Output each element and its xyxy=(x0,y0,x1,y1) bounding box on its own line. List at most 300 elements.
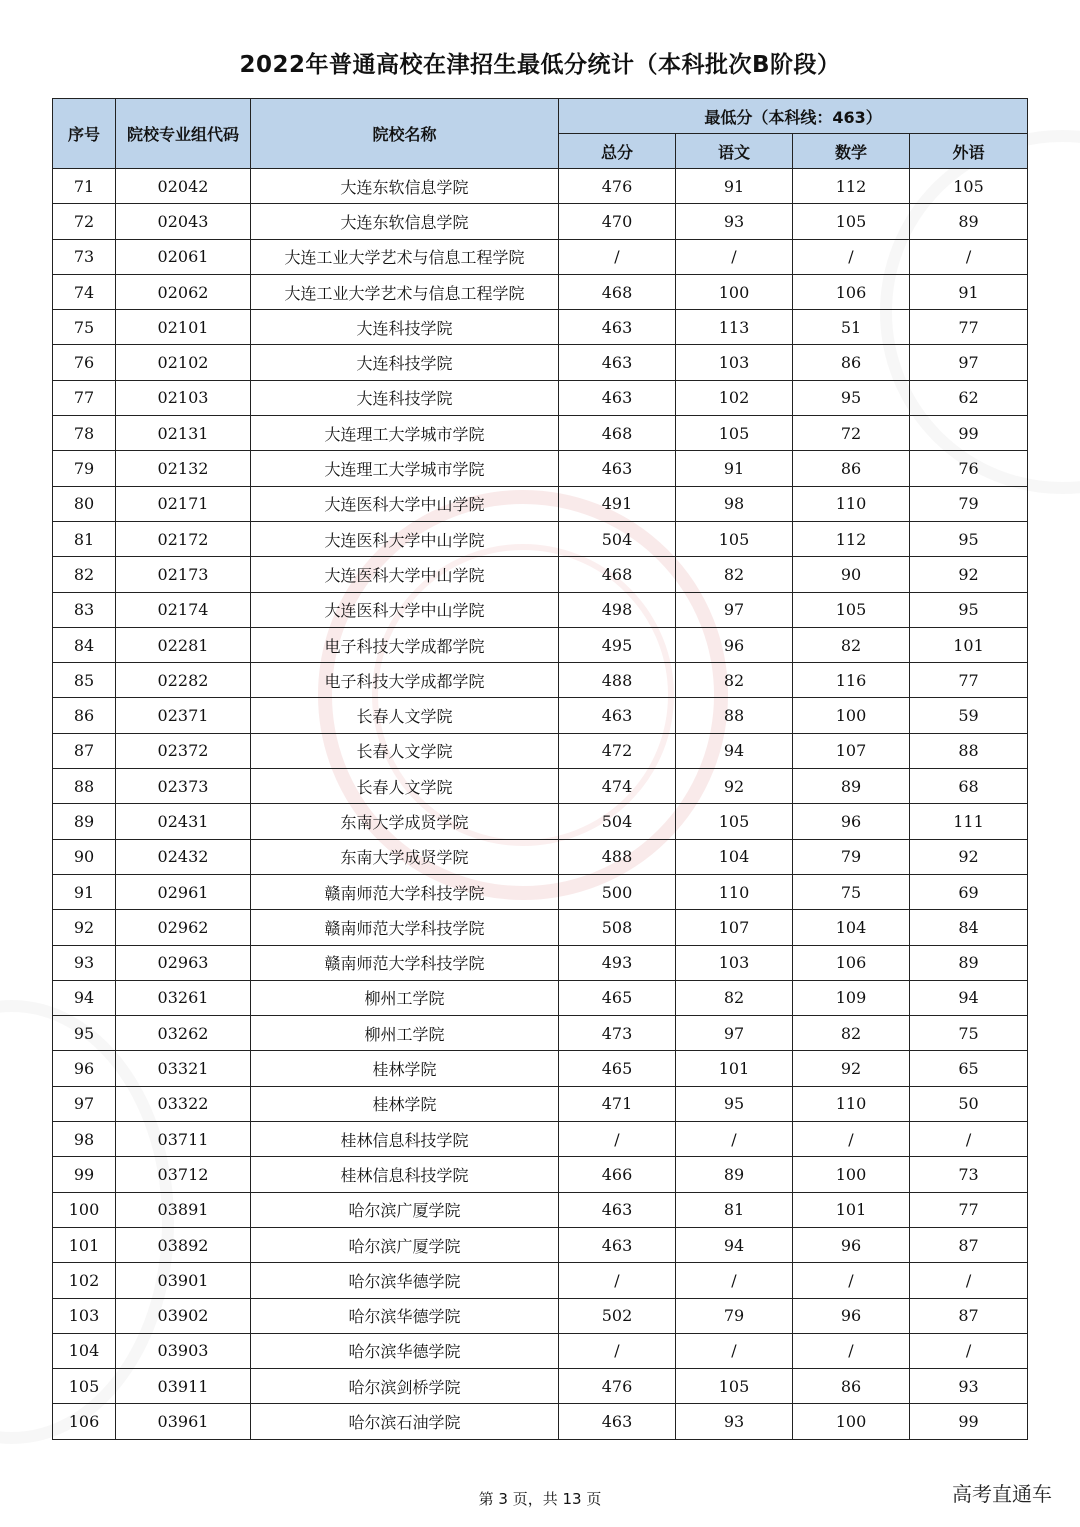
cell-name: 电子科技大学成都学院 xyxy=(251,663,559,698)
cell-code: 03911 xyxy=(116,1369,251,1404)
cell-foreign: 50 xyxy=(910,1086,1028,1121)
cell-foreign: 111 xyxy=(910,804,1028,839)
cell-name: 桂林学院 xyxy=(251,1051,559,1086)
cell-seq: 79 xyxy=(53,451,116,486)
cell-seq: 104 xyxy=(53,1333,116,1368)
cell-total: / xyxy=(559,239,676,274)
cell-foreign: 101 xyxy=(910,627,1028,662)
cell-chinese: 98 xyxy=(676,486,793,521)
cell-total: 463 xyxy=(559,1192,676,1227)
cell-seq: 102 xyxy=(53,1263,116,1298)
cell-name: 哈尔滨华德学院 xyxy=(251,1263,559,1298)
cell-total: 476 xyxy=(559,1369,676,1404)
header-code: 院校专业组代码 xyxy=(116,99,251,169)
table-row xyxy=(53,1369,1028,1404)
cell-chinese: 88 xyxy=(676,698,793,733)
cell-seq: 92 xyxy=(53,910,116,945)
cell-seq: 99 xyxy=(53,1157,116,1192)
table-row xyxy=(53,592,1028,627)
cell-seq: 87 xyxy=(53,733,116,768)
cell-math: 96 xyxy=(793,1227,910,1262)
cell-chinese: 105 xyxy=(676,804,793,839)
cell-foreign: 77 xyxy=(910,1192,1028,1227)
cell-name: 哈尔滨广厦学院 xyxy=(251,1192,559,1227)
table-row xyxy=(53,345,1028,380)
cell-code: 03261 xyxy=(116,980,251,1015)
cell-foreign: / xyxy=(910,1263,1028,1298)
cell-chinese: 89 xyxy=(676,1157,793,1192)
cell-seq: 81 xyxy=(53,521,116,556)
page-title: 2022年普通高校在津招生最低分统计（本科批次B阶段） xyxy=(239,52,841,78)
table-row xyxy=(53,521,1028,556)
cell-chinese: 100 xyxy=(676,274,793,309)
cell-chinese: 103 xyxy=(676,345,793,380)
table-row xyxy=(53,627,1028,662)
cell-math: / xyxy=(793,1333,910,1368)
cell-chinese: 96 xyxy=(676,627,793,662)
cell-code: 03262 xyxy=(116,1016,251,1051)
cell-code: 02132 xyxy=(116,451,251,486)
cell-foreign: 87 xyxy=(910,1227,1028,1262)
cell-name: 长春人文学院 xyxy=(251,733,559,768)
cell-code: 03901 xyxy=(116,1263,251,1298)
header-chinese: 语文 xyxy=(676,134,793,169)
cell-code: 03711 xyxy=(116,1122,251,1157)
cell-total: 471 xyxy=(559,1086,676,1121)
cell-name: 东南大学成贤学院 xyxy=(251,804,559,839)
cell-name: 东南大学成贤学院 xyxy=(251,839,559,874)
cell-total: / xyxy=(559,1333,676,1368)
table-row xyxy=(53,416,1028,451)
cell-seq: 76 xyxy=(53,345,116,380)
cell-chinese: 103 xyxy=(676,945,793,980)
cell-chinese: 110 xyxy=(676,874,793,909)
cell-chinese: 97 xyxy=(676,1016,793,1051)
cell-chinese: 113 xyxy=(676,310,793,345)
cell-name: 桂林信息科技学院 xyxy=(251,1122,559,1157)
cell-math: 106 xyxy=(793,945,910,980)
cell-code: 02373 xyxy=(116,769,251,804)
cell-seq: 80 xyxy=(53,486,116,521)
cell-total: 493 xyxy=(559,945,676,980)
cell-foreign: 94 xyxy=(910,980,1028,1015)
table-row xyxy=(53,380,1028,415)
table-row xyxy=(53,663,1028,698)
cell-seq: 84 xyxy=(53,627,116,662)
cell-foreign: 59 xyxy=(910,698,1028,733)
cell-math: 112 xyxy=(793,521,910,556)
cell-seq: 91 xyxy=(53,874,116,909)
table-row xyxy=(53,486,1028,521)
cell-seq: 82 xyxy=(53,557,116,592)
cell-total: 468 xyxy=(559,416,676,451)
cell-seq: 93 xyxy=(53,945,116,980)
cell-total: 463 xyxy=(559,1404,676,1439)
cell-chinese: / xyxy=(676,1263,793,1298)
cell-total: 474 xyxy=(559,769,676,804)
cell-foreign: 87 xyxy=(910,1298,1028,1333)
cell-seq: 96 xyxy=(53,1051,116,1086)
cell-seq: 73 xyxy=(53,239,116,274)
table-row xyxy=(53,1227,1028,1262)
cell-foreign: 95 xyxy=(910,592,1028,627)
cell-math: 105 xyxy=(793,592,910,627)
cell-code: 02281 xyxy=(116,627,251,662)
cell-chinese: 82 xyxy=(676,980,793,1015)
cell-total: 473 xyxy=(559,1016,676,1051)
cell-math: / xyxy=(793,1122,910,1157)
cell-foreign: / xyxy=(910,239,1028,274)
header-min-score: 最低分（本科线：463） xyxy=(559,99,1028,134)
table-row xyxy=(53,1263,1028,1298)
cell-seq: 106 xyxy=(53,1404,116,1439)
cell-foreign: 92 xyxy=(910,839,1028,874)
cell-foreign: 97 xyxy=(910,345,1028,380)
cell-name: 赣南师范大学科技学院 xyxy=(251,945,559,980)
cell-math: 79 xyxy=(793,839,910,874)
cell-name: 赣南师范大学科技学院 xyxy=(251,874,559,909)
cell-total: 470 xyxy=(559,204,676,239)
cell-name: 哈尔滨华德学院 xyxy=(251,1298,559,1333)
cell-code: 03322 xyxy=(116,1086,251,1121)
table-row xyxy=(53,980,1028,1015)
cell-foreign: 76 xyxy=(910,451,1028,486)
cell-chinese: 92 xyxy=(676,769,793,804)
cell-name: 大连东软信息学院 xyxy=(251,169,559,204)
cell-name: 大连科技学院 xyxy=(251,380,559,415)
table-row xyxy=(53,1404,1028,1439)
cell-seq: 72 xyxy=(53,204,116,239)
cell-foreign: 93 xyxy=(910,1369,1028,1404)
cell-foreign: 105 xyxy=(910,169,1028,204)
cell-code: 02042 xyxy=(116,169,251,204)
cell-math: 95 xyxy=(793,380,910,415)
page-footer: 第 3 页，共 13 页 xyxy=(478,1490,602,1508)
cell-total: / xyxy=(559,1263,676,1298)
table-row xyxy=(53,874,1028,909)
cell-code: 03903 xyxy=(116,1333,251,1368)
cell-name: 大连医科大学中山学院 xyxy=(251,521,559,556)
cell-seq: 74 xyxy=(53,274,116,309)
table-row xyxy=(53,910,1028,945)
table-row xyxy=(53,169,1028,204)
cell-code: 02103 xyxy=(116,380,251,415)
cell-name: 大连理工大学城市学院 xyxy=(251,451,559,486)
table-row xyxy=(53,451,1028,486)
cell-code: 02962 xyxy=(116,910,251,945)
cell-name: 哈尔滨华德学院 xyxy=(251,1333,559,1368)
cell-total: 468 xyxy=(559,557,676,592)
cell-chinese: 82 xyxy=(676,557,793,592)
cell-name: 柳州工学院 xyxy=(251,980,559,1015)
cell-chinese: 93 xyxy=(676,204,793,239)
cell-chinese: 101 xyxy=(676,1051,793,1086)
score-table xyxy=(52,98,1028,1440)
cell-total: 463 xyxy=(559,380,676,415)
cell-code: 02431 xyxy=(116,804,251,839)
table-row xyxy=(53,204,1028,239)
cell-chinese: 107 xyxy=(676,910,793,945)
cell-math: 75 xyxy=(793,874,910,909)
table-row xyxy=(53,310,1028,345)
cell-math: 82 xyxy=(793,627,910,662)
cell-name: 大连医科大学中山学院 xyxy=(251,486,559,521)
cell-math: 100 xyxy=(793,1157,910,1192)
cell-total: 508 xyxy=(559,910,676,945)
cell-code: 02171 xyxy=(116,486,251,521)
cell-total: 491 xyxy=(559,486,676,521)
cell-name: 长春人文学院 xyxy=(251,698,559,733)
header-name: 院校名称 xyxy=(251,99,559,169)
cell-seq: 85 xyxy=(53,663,116,698)
table-row xyxy=(53,1157,1028,1192)
cell-code: 02371 xyxy=(116,698,251,733)
cell-seq: 94 xyxy=(53,980,116,1015)
cell-chinese: 91 xyxy=(676,451,793,486)
cell-seq: 75 xyxy=(53,310,116,345)
cell-code: 02961 xyxy=(116,874,251,909)
cell-total: 495 xyxy=(559,627,676,662)
cell-total: 488 xyxy=(559,663,676,698)
cell-code: 03961 xyxy=(116,1404,251,1439)
cell-seq: 71 xyxy=(53,169,116,204)
cell-total: 463 xyxy=(559,451,676,486)
cell-code: 02174 xyxy=(116,592,251,627)
table-row xyxy=(53,1051,1028,1086)
cell-seq: 100 xyxy=(53,1192,116,1227)
table-row xyxy=(53,239,1028,274)
cell-name: 哈尔滨石油学院 xyxy=(251,1404,559,1439)
cell-math: 92 xyxy=(793,1051,910,1086)
cell-math: 100 xyxy=(793,698,910,733)
cell-total: 465 xyxy=(559,980,676,1015)
cell-code: 03712 xyxy=(116,1157,251,1192)
cell-name: 大连科技学院 xyxy=(251,310,559,345)
cell-total: 504 xyxy=(559,521,676,556)
cell-chinese: / xyxy=(676,1333,793,1368)
cell-total: 465 xyxy=(559,1051,676,1086)
cell-seq: 98 xyxy=(53,1122,116,1157)
cell-name: 桂林学院 xyxy=(251,1086,559,1121)
cell-total: 498 xyxy=(559,592,676,627)
cell-math: / xyxy=(793,1263,910,1298)
cell-total: 500 xyxy=(559,874,676,909)
cell-total: 502 xyxy=(559,1298,676,1333)
cell-chinese: 95 xyxy=(676,1086,793,1121)
cell-foreign: 92 xyxy=(910,557,1028,592)
cell-math: 86 xyxy=(793,1369,910,1404)
table-row xyxy=(53,945,1028,980)
cell-math: 82 xyxy=(793,1016,910,1051)
cell-code: 03321 xyxy=(116,1051,251,1086)
table-row xyxy=(53,1192,1028,1227)
cell-chinese: / xyxy=(676,1122,793,1157)
cell-chinese: 79 xyxy=(676,1298,793,1333)
cell-foreign: 91 xyxy=(910,274,1028,309)
cell-seq: 86 xyxy=(53,698,116,733)
cell-foreign: 62 xyxy=(910,380,1028,415)
cell-name: 大连科技学院 xyxy=(251,345,559,380)
cell-foreign: / xyxy=(910,1333,1028,1368)
cell-name: 赣南师范大学科技学院 xyxy=(251,910,559,945)
cell-foreign: 95 xyxy=(910,521,1028,556)
cell-foreign: 99 xyxy=(910,1404,1028,1439)
cell-foreign: 69 xyxy=(910,874,1028,909)
cell-code: 02043 xyxy=(116,204,251,239)
table-row xyxy=(53,804,1028,839)
table-row xyxy=(53,1298,1028,1333)
cell-math: 86 xyxy=(793,451,910,486)
cell-math: 105 xyxy=(793,204,910,239)
cell-chinese: 91 xyxy=(676,169,793,204)
cell-math: 104 xyxy=(793,910,910,945)
cell-seq: 95 xyxy=(53,1016,116,1051)
header-math: 数学 xyxy=(793,134,910,169)
cell-math: 96 xyxy=(793,1298,910,1333)
cell-math: 106 xyxy=(793,274,910,309)
cell-chinese: 94 xyxy=(676,733,793,768)
table-row xyxy=(53,733,1028,768)
cell-math: / xyxy=(793,239,910,274)
cell-seq: 103 xyxy=(53,1298,116,1333)
cell-chinese: 94 xyxy=(676,1227,793,1262)
cell-seq: 89 xyxy=(53,804,116,839)
cell-code: 02173 xyxy=(116,557,251,592)
cell-chinese: 102 xyxy=(676,380,793,415)
cell-math: 86 xyxy=(793,345,910,380)
cell-chinese: 105 xyxy=(676,416,793,451)
table-row xyxy=(53,1122,1028,1157)
cell-name: 哈尔滨剑桥学院 xyxy=(251,1369,559,1404)
cell-foreign: 88 xyxy=(910,733,1028,768)
cell-math: 107 xyxy=(793,733,910,768)
cell-chinese: 105 xyxy=(676,521,793,556)
table-row xyxy=(53,557,1028,592)
cell-code: 02372 xyxy=(116,733,251,768)
cell-total: 488 xyxy=(559,839,676,874)
cell-math: 89 xyxy=(793,769,910,804)
table-row xyxy=(53,274,1028,309)
cell-foreign: 84 xyxy=(910,910,1028,945)
cell-total: 463 xyxy=(559,698,676,733)
cell-total: / xyxy=(559,1122,676,1157)
cell-foreign: 89 xyxy=(910,945,1028,980)
cell-chinese: 104 xyxy=(676,839,793,874)
cell-code: 02172 xyxy=(116,521,251,556)
cell-foreign: 68 xyxy=(910,769,1028,804)
cell-name: 哈尔滨广厦学院 xyxy=(251,1227,559,1262)
cell-foreign: 75 xyxy=(910,1016,1028,1051)
cell-chinese: / xyxy=(676,239,793,274)
table-row xyxy=(53,769,1028,804)
cell-total: 504 xyxy=(559,804,676,839)
table-row xyxy=(53,1016,1028,1051)
cell-chinese: 97 xyxy=(676,592,793,627)
cell-seq: 78 xyxy=(53,416,116,451)
cell-total: 463 xyxy=(559,1227,676,1262)
cell-math: 101 xyxy=(793,1192,910,1227)
cell-foreign: 99 xyxy=(910,416,1028,451)
cell-math: 100 xyxy=(793,1404,910,1439)
cell-name: 大连工业大学艺术与信息工程学院 xyxy=(251,274,559,309)
cell-math: 109 xyxy=(793,980,910,1015)
cell-code: 02963 xyxy=(116,945,251,980)
cell-math: 72 xyxy=(793,416,910,451)
header-seq: 序号 xyxy=(53,99,116,169)
cell-code: 03902 xyxy=(116,1298,251,1333)
cell-name: 柳州工学院 xyxy=(251,1016,559,1051)
cell-math: 96 xyxy=(793,804,910,839)
cell-math: 110 xyxy=(793,1086,910,1121)
cell-total: 476 xyxy=(559,169,676,204)
cell-code: 03892 xyxy=(116,1227,251,1262)
table-body xyxy=(53,169,1028,1440)
cell-total: 468 xyxy=(559,274,676,309)
brand-watermark: 高考直通车 xyxy=(952,1482,1052,1506)
cell-foreign: 77 xyxy=(910,663,1028,698)
cell-chinese: 93 xyxy=(676,1404,793,1439)
cell-seq: 101 xyxy=(53,1227,116,1262)
cell-code: 02101 xyxy=(116,310,251,345)
cell-name: 桂林信息科技学院 xyxy=(251,1157,559,1192)
cell-foreign: 89 xyxy=(910,204,1028,239)
cell-chinese: 105 xyxy=(676,1369,793,1404)
cell-foreign: 79 xyxy=(910,486,1028,521)
table-row xyxy=(53,698,1028,733)
cell-name: 大连理工大学城市学院 xyxy=(251,416,559,451)
table-row xyxy=(53,1086,1028,1121)
cell-foreign: / xyxy=(910,1122,1028,1157)
table-row xyxy=(53,1333,1028,1368)
cell-name: 电子科技大学成都学院 xyxy=(251,627,559,662)
cell-math: 110 xyxy=(793,486,910,521)
cell-math: 116 xyxy=(793,663,910,698)
cell-code: 02102 xyxy=(116,345,251,380)
cell-total: 463 xyxy=(559,345,676,380)
cell-seq: 77 xyxy=(53,380,116,415)
cell-total: 466 xyxy=(559,1157,676,1192)
cell-seq: 90 xyxy=(53,839,116,874)
cell-foreign: 73 xyxy=(910,1157,1028,1192)
cell-math: 112 xyxy=(793,169,910,204)
cell-name: 大连东软信息学院 xyxy=(251,204,559,239)
cell-foreign: 65 xyxy=(910,1051,1028,1086)
cell-name: 大连医科大学中山学院 xyxy=(251,557,559,592)
header-total: 总分 xyxy=(559,134,676,169)
cell-name: 大连工业大学艺术与信息工程学院 xyxy=(251,239,559,274)
cell-total: 463 xyxy=(559,310,676,345)
cell-seq: 105 xyxy=(53,1369,116,1404)
cell-code: 02282 xyxy=(116,663,251,698)
cell-code: 02131 xyxy=(116,416,251,451)
table-row xyxy=(53,839,1028,874)
cell-seq: 97 xyxy=(53,1086,116,1121)
cell-seq: 88 xyxy=(53,769,116,804)
cell-chinese: 81 xyxy=(676,1192,793,1227)
cell-code: 02062 xyxy=(116,274,251,309)
cell-name: 大连医科大学中山学院 xyxy=(251,592,559,627)
cell-chinese: 82 xyxy=(676,663,793,698)
cell-math: 51 xyxy=(793,310,910,345)
cell-foreign: 77 xyxy=(910,310,1028,345)
cell-code: 02432 xyxy=(116,839,251,874)
cell-code: 02061 xyxy=(116,239,251,274)
cell-seq: 83 xyxy=(53,592,116,627)
cell-name: 长春人文学院 xyxy=(251,769,559,804)
cell-math: 90 xyxy=(793,557,910,592)
cell-code: 03891 xyxy=(116,1192,251,1227)
cell-total: 472 xyxy=(559,733,676,768)
